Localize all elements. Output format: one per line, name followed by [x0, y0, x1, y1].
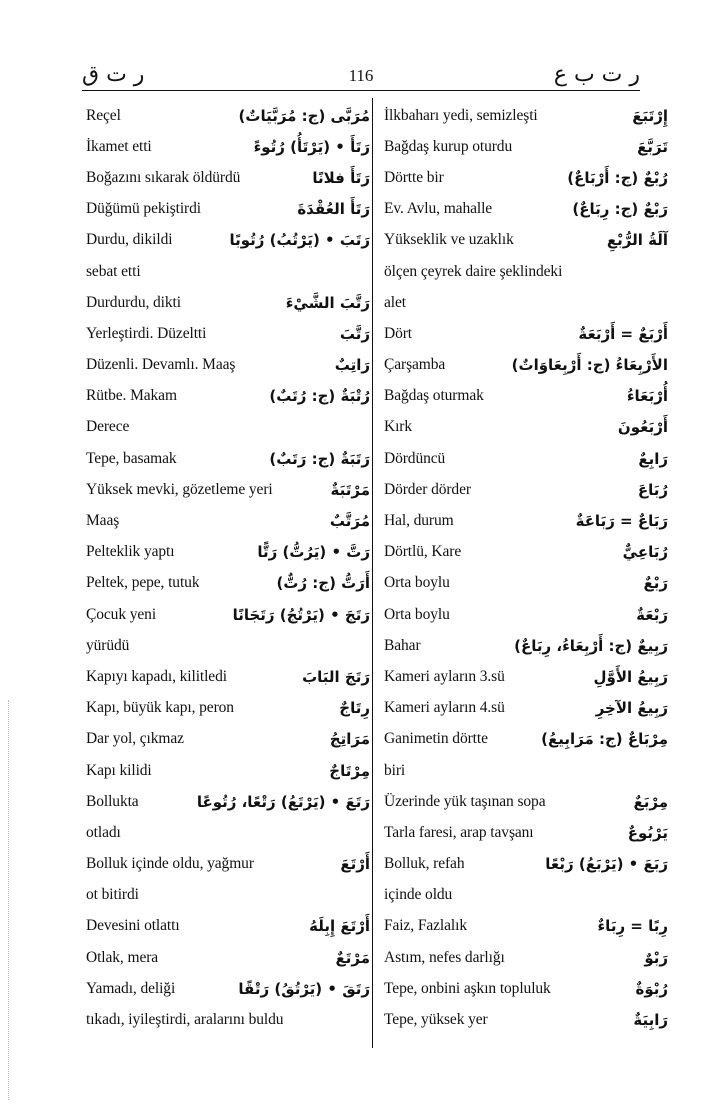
page-number: 116: [348, 66, 374, 85]
dictionary-entry: [86, 350, 370, 381]
arabic-headword: آلَةُ الرُّبْعِ: [606, 231, 668, 250]
arabic-headword: رَبْعٌ: [643, 574, 668, 593]
arabic-headword: رَتَأَ فلانًا: [312, 168, 370, 187]
dictionary-entry: [384, 287, 668, 318]
dictionary-entry: [384, 412, 668, 443]
turkish-definition: İlkbaharı yedi, semizleşti: [384, 106, 538, 124]
turkish-definition: Durdurdu, dikti: [86, 293, 181, 311]
turkish-definition: Orta boylu: [384, 574, 450, 592]
dictionary-entry: [384, 505, 668, 536]
turkish-definition: Boğazını sıkarak öldürdü: [86, 168, 241, 186]
arabic-headword: رُبْعٌ (ج: أَرْبَاعٌ): [567, 168, 668, 187]
arabic-headword: أَرْتَعَ إِبِلَهُ: [309, 917, 370, 936]
dictionary-entry: [384, 537, 668, 568]
dictionary-entry: [384, 817, 668, 848]
turkish-definition: Kameri ayların 4.sü: [384, 699, 505, 717]
turkish-definition: Tarla faresi, arap tavşanı: [384, 823, 534, 841]
left-column: [86, 100, 370, 1036]
turkish-definition: otladı: [86, 823, 121, 841]
arabic-headword: رَبِيعُ الآخِرِ: [595, 699, 668, 718]
arabic-headword: رَبْوٌ: [644, 948, 668, 967]
dictionary-entry: [86, 817, 370, 848]
turkish-definition: Çarşamba: [384, 356, 446, 374]
column-divider: [372, 98, 373, 1048]
arabic-headword: رَتَّبَ: [339, 324, 370, 343]
arabic-headword: رِتَاجٌ: [339, 699, 370, 718]
arabic-headword: أَرَتُّ (ج: رُتٌّ): [276, 574, 370, 593]
turkish-definition: Otlak, mera: [86, 948, 159, 966]
turkish-definition: Derece: [86, 418, 130, 436]
dictionary-entry: [86, 131, 370, 162]
dictionary-entry: [384, 131, 668, 162]
arabic-headword: رَبِيعُ الأَوَّلِ: [593, 667, 668, 686]
turkish-definition: Peltek, pepe, tutuk: [86, 574, 200, 592]
arabic-headword: رَبْعٌ (ج: رِبَاعٌ): [572, 200, 668, 219]
arabic-headword: رَتَّ • (يَرُتُّ) رَتًّا: [257, 543, 370, 562]
dictionary-entry: [384, 942, 668, 973]
arabic-headword: رَتَبَةٌ (ج: رَتَبٌ): [269, 449, 370, 468]
arabic-headword: رَتَأَ العُقْدَةَ: [297, 200, 370, 219]
dictionary-entry: [384, 599, 668, 630]
header-right-letters: ر ت ب ع: [553, 62, 640, 87]
turkish-definition: Dar yol, çıkmaz: [86, 730, 184, 748]
dictionary-entry: [86, 724, 370, 755]
dictionary-entry: [384, 849, 668, 880]
arabic-headword: رَتَجَ البَابَ: [302, 667, 370, 686]
dictionary-entry: [384, 661, 668, 692]
dictionary-entry: [86, 412, 370, 443]
arabic-headword: مِرْبَاعٌ (ج: مَرَابِيعُ): [541, 730, 668, 749]
turkish-definition: Dörtlü, Kare: [384, 543, 462, 561]
dictionary-entry: [86, 599, 370, 630]
turkish-definition: Bahar: [384, 636, 421, 654]
arabic-headword: مِرْبَعٌ: [633, 792, 668, 811]
dictionary-entry: [384, 755, 668, 786]
turkish-definition: Kırk: [384, 418, 413, 436]
turkish-definition: Yükseklik ve uzaklık: [384, 231, 514, 249]
arabic-headword: رَاتِبٌ: [334, 356, 370, 375]
turkish-definition: Yerleştirdi. Düzeltti: [86, 324, 207, 342]
dictionary-entry: [384, 973, 668, 1004]
dictionary-entry: [86, 505, 370, 536]
dictionary-entry: [384, 443, 668, 474]
turkish-definition: Çocuk yeni: [86, 605, 157, 623]
arabic-headword: أَرْتَعَ: [340, 855, 370, 874]
turkish-definition: Yüksek mevki, gözetleme yeri: [86, 480, 273, 498]
arabic-headword: رُبَاعِيٌّ: [622, 543, 668, 562]
arabic-headword: إِرْتَبَعَ: [632, 106, 668, 125]
dictionary-entry: [86, 537, 370, 568]
turkish-definition: ot bitirdi: [86, 886, 139, 904]
turkish-definition: Astım, nefes darlığı: [384, 948, 505, 966]
arabic-headword: رَبْعَةٌ: [636, 605, 668, 624]
turkish-definition: Tepe, yüksek yer: [384, 1011, 488, 1029]
arabic-headword: أُرْبَعَاءُ: [626, 387, 668, 406]
dictionary-entry: [86, 661, 370, 692]
dictionary-entry: [86, 162, 370, 193]
turkish-definition: İkamet etti: [86, 137, 152, 155]
turkish-definition: Orta boylu: [384, 605, 450, 623]
turkish-definition: Faiz, Fazlalık: [384, 917, 467, 935]
arabic-headword: رَتَقَ • (يَرْتُقُ) رَتْقًا: [238, 979, 370, 998]
dictionary-entry: [384, 568, 668, 599]
arabic-headword: رَابِعٌ: [638, 449, 668, 468]
header-rule: [82, 90, 640, 91]
dictionary-entry: [86, 474, 370, 505]
turkish-definition: Reçel: [86, 106, 121, 124]
arabic-headword: رُتْبَةٌ (ج: رُتَبٌ): [269, 387, 370, 406]
turkish-definition: tıkadı, iyileştirdi, aralarını buldu: [86, 1011, 284, 1029]
arabic-headword: رَبَعَ • (يَرْبَعُ) رَبْعًا: [545, 855, 668, 874]
turkish-definition: Tepe, onbini aşkın topluluk: [384, 979, 551, 997]
turkish-definition: Dört: [384, 324, 413, 342]
turkish-definition: Durdu, dikildi: [86, 231, 173, 249]
dictionary-entry: [86, 973, 370, 1004]
arabic-headword: مَرْتَبَةٌ: [330, 480, 370, 499]
turkish-definition: Kameri ayların 3.sü: [384, 667, 505, 685]
arabic-headword: تَرَبَّعَ: [637, 137, 668, 156]
margin-dots: [8, 700, 9, 1100]
dictionary-entry: [384, 350, 668, 381]
dictionary-entry: [86, 100, 370, 131]
dictionary-entry: [384, 318, 668, 349]
dictionary-entry: [86, 225, 370, 256]
arabic-headword: رَابِيَةٌ: [633, 1011, 668, 1030]
header-left-letters: ر ت ق: [82, 62, 145, 87]
arabic-headword: رَبِيعٌ (ج: أَرْبِعَاءُ، رِبَاعٌ): [514, 636, 668, 655]
arabic-headword: رِبًا = رِبَاءٌ: [597, 917, 668, 936]
dictionary-entry: [86, 1004, 370, 1035]
arabic-headword: رُبَاعَ: [637, 480, 668, 499]
arabic-headword: الأَرْبِعَاءُ (ج: أَرْبِعَاوَاتٌ): [511, 356, 668, 375]
arabic-headword: أَرْبَعٌ = أَرْبَعَةٌ: [578, 324, 668, 343]
dictionary-entry: [384, 381, 668, 412]
turkish-definition: biri: [384, 761, 406, 779]
dictionary-entry: [384, 630, 668, 661]
turkish-definition: Ganimetin dörtte: [384, 730, 488, 748]
turkish-definition: yürüdü: [86, 636, 130, 654]
turkish-definition: alet: [384, 293, 406, 311]
arabic-headword: مُرَتَّبٌ: [329, 512, 370, 531]
arabic-headword: رَتَعَ • (يَرْتَعُ) رَتْعًا، رُتُوعًا: [196, 792, 370, 811]
dictionary-entry: [384, 162, 668, 193]
dictionary-entry: [384, 100, 668, 131]
arabic-headword: مِرْتَاجٌ: [329, 761, 370, 780]
dictionary-entry: [86, 194, 370, 225]
turkish-definition: Devesini otlattı: [86, 917, 180, 935]
dictionary-entry: [384, 474, 668, 505]
turkish-definition: Maaş: [86, 512, 120, 530]
dictionary-entry: [384, 194, 668, 225]
turkish-definition: Hal, durum: [384, 512, 454, 530]
dictionary-entry: [384, 693, 668, 724]
arabic-headword: يَرْبُوعٌ: [627, 823, 668, 842]
turkish-definition: Üzerinde yük taşınan sopa: [384, 792, 546, 810]
arabic-headword: مَرْتَعٌ: [335, 948, 370, 967]
turkish-definition: Düzenli. Devamlı. Maaş: [86, 356, 236, 374]
dictionary-entry: [86, 256, 370, 287]
right-column: [384, 100, 668, 1036]
dictionary-entry: [384, 786, 668, 817]
dictionary-entry: [86, 911, 370, 942]
dictionary-entry: [86, 287, 370, 318]
dictionary-entry: [384, 724, 668, 755]
turkish-definition: Bollukta: [86, 792, 139, 810]
arabic-headword: مَرَاتِجُ: [329, 730, 370, 749]
dictionary-entry: [384, 1004, 668, 1035]
turkish-definition: ölçen çeyrek daire şeklindeki: [384, 262, 563, 280]
dictionary-entry: [86, 942, 370, 973]
turkish-definition: Bağdaş kurup oturdu: [384, 137, 513, 155]
dictionary-entry: [86, 849, 370, 880]
turkish-definition: Bolluk, refah: [384, 855, 465, 873]
turkish-definition: Dördüncü: [384, 449, 446, 467]
arabic-headword: رُبْوَةٌ: [635, 979, 668, 998]
arabic-headword: مُرَبَّى (ج: مُرَبَّيَاتٌ): [238, 106, 370, 125]
turkish-definition: Bolluk içinde oldu, yağmur: [86, 855, 254, 873]
turkish-definition: Yamadı, deliği: [86, 979, 176, 997]
arabic-headword: رَتَّبَ الشَّيْءَ: [285, 293, 370, 312]
turkish-definition: Kapı, büyük kapı, peron: [86, 699, 234, 717]
arabic-headword: رَتَأَ • (يَرْتَأُ) رُتُوءً: [253, 137, 370, 156]
turkish-definition: Dörtte bir: [384, 168, 444, 186]
arabic-headword: رَتَجَ • (يَرْتُجُ) رَتَجَانًا: [232, 605, 370, 624]
dictionary-entry: [86, 318, 370, 349]
dictionary-entry: [384, 911, 668, 942]
dictionary-entry: [86, 568, 370, 599]
turkish-definition: Ev. Avlu, mahalle: [384, 200, 493, 218]
dictionary-entry: [86, 693, 370, 724]
turkish-definition: Kapıyı kapadı, kilitledi: [86, 667, 227, 685]
dictionary-entry: [86, 381, 370, 412]
turkish-definition: Bağdaş oturmak: [384, 387, 484, 405]
dictionary-entry: [86, 443, 370, 474]
turkish-definition: sebat etti: [86, 262, 141, 280]
arabic-headword: رَبَاعٌ = رَبَاعَةٌ: [575, 512, 668, 531]
turkish-definition: Düğümü pekiştirdi: [86, 200, 201, 218]
arabic-headword: رَتَبَ • (يَرْتُبُ) رُتُوبًا: [229, 231, 370, 250]
turkish-definition: Rütbe. Makam: [86, 387, 177, 405]
dictionary-entry: [384, 880, 668, 911]
turkish-definition: Kapı kilidi: [86, 761, 152, 779]
dictionary-entry: [384, 225, 668, 256]
dictionary-entry: [86, 630, 370, 661]
dictionary-entry: [86, 786, 370, 817]
dictionary-entry: [86, 755, 370, 786]
dictionary-entry: [86, 880, 370, 911]
arabic-headword: أَرْبَعُونَ: [617, 418, 668, 437]
turkish-definition: Tepe, basamak: [86, 449, 177, 467]
turkish-definition: Pelteklik yaptı: [86, 543, 175, 561]
turkish-definition: içinde oldu: [384, 886, 453, 904]
dictionary-entry: [384, 256, 668, 287]
turkish-definition: Dörder dörder: [384, 480, 471, 498]
